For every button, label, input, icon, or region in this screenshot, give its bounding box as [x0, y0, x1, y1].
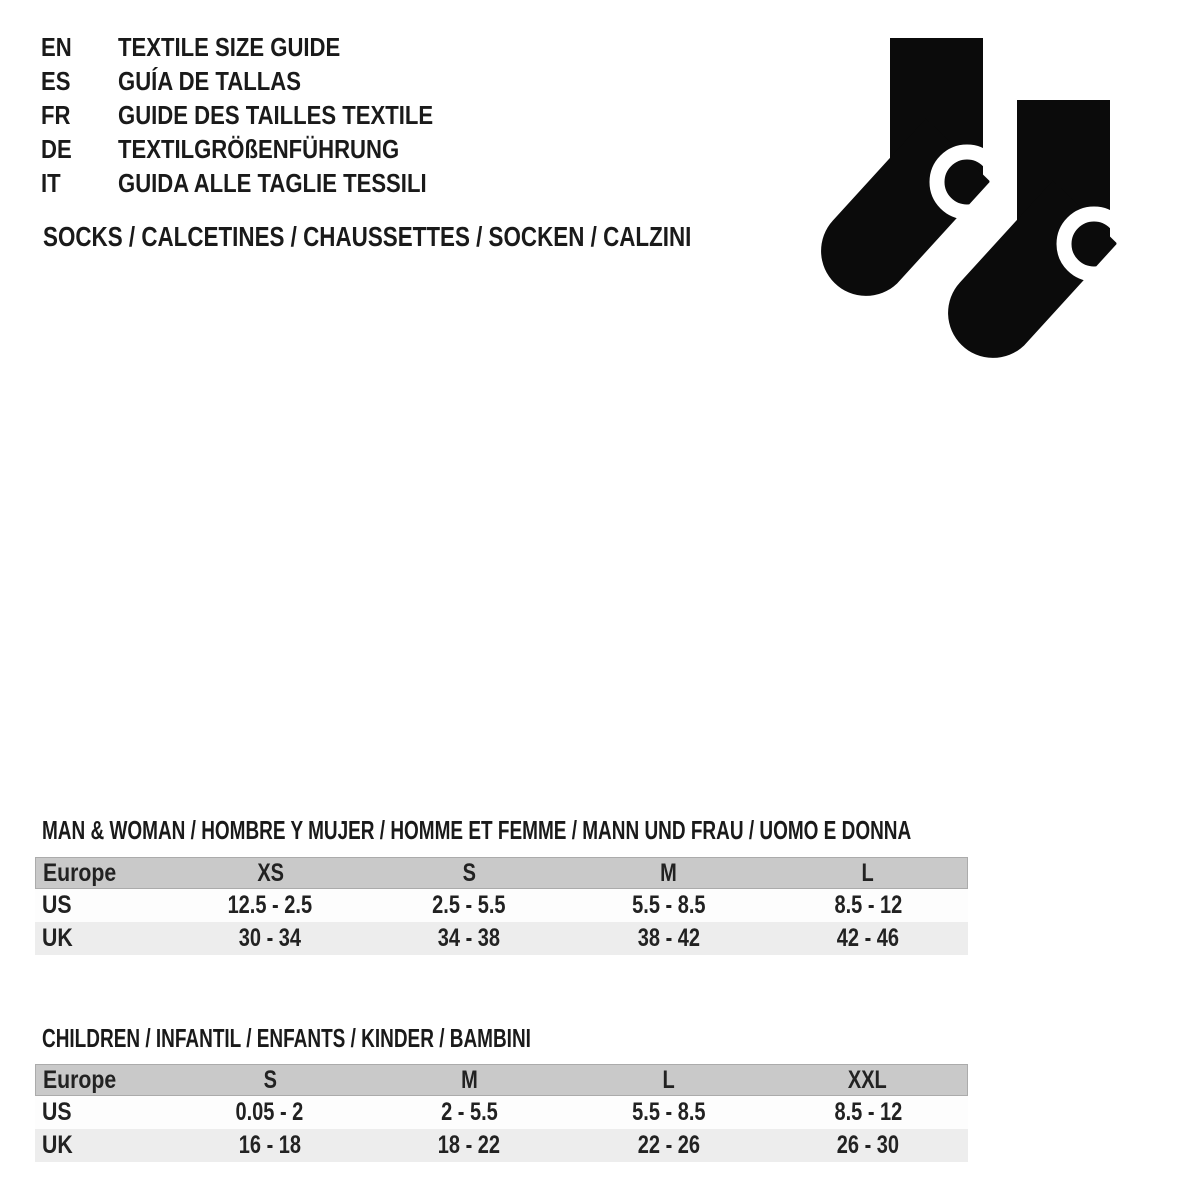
- header-size: XS: [256, 858, 284, 887]
- header-europe: Europe: [43, 858, 117, 887]
- size-range: 30 - 34: [238, 924, 301, 952]
- socks-icon: [800, 20, 1130, 370]
- region-label: UK: [42, 1131, 73, 1159]
- lang-title: TEXTILGRÖßENFÜHRUNG: [118, 134, 400, 164]
- lang-code: EN: [41, 32, 72, 62]
- size-table-man-woman: [35, 857, 968, 955]
- size-range: 42 - 46: [837, 924, 900, 952]
- table-title-children: CHILDREN / INFANTIL / ENFANTS / KINDER / BAMBINI: [42, 1023, 531, 1053]
- size-range: 0.05 - 2: [235, 1098, 304, 1126]
- size-range: 38 - 42: [637, 924, 700, 952]
- region-label: US: [42, 891, 72, 919]
- size-range: 26 - 30: [837, 1131, 900, 1159]
- size-range: 2 - 5.5: [440, 1098, 498, 1126]
- table-row: [35, 889, 968, 922]
- table-row: [35, 922, 968, 955]
- region-label: US: [42, 1098, 72, 1126]
- table-title-man-woman: MAN & WOMAN / HOMBRE Y MUJER / HOMME ET FEMME / MANN UND FRAU / UOMO E DONNA: [42, 815, 912, 845]
- header-size: L: [861, 858, 874, 887]
- size-range: 22 - 26: [637, 1131, 700, 1159]
- lang-code: ES: [41, 66, 71, 96]
- lang-row-es: [41, 64, 489, 98]
- size-range: 18 - 22: [438, 1131, 501, 1159]
- header-size: M: [460, 1065, 478, 1094]
- header-europe: Europe: [43, 1065, 117, 1094]
- table-row: [35, 1129, 968, 1162]
- size-range: 12.5 - 2.5: [227, 891, 312, 919]
- table-row: [35, 1096, 968, 1129]
- language-title-block: [41, 30, 489, 200]
- lang-title: GUIDE DES TAILLES TEXTILE: [118, 100, 434, 130]
- size-range: 8.5 - 12: [834, 891, 903, 919]
- table-header-row: [35, 1064, 968, 1096]
- lang-row-en: [41, 30, 489, 64]
- size-range: 5.5 - 8.5: [631, 891, 706, 919]
- size-table-children: [35, 1064, 968, 1162]
- size-range: 5.5 - 8.5: [631, 1098, 706, 1126]
- lang-code: FR: [41, 100, 71, 130]
- header-size: S: [462, 858, 476, 887]
- header-size: XXL: [847, 1065, 887, 1094]
- sock-left: [821, 38, 997, 296]
- region-label: UK: [42, 924, 73, 952]
- size-range: 8.5 - 12: [834, 1098, 903, 1126]
- lang-row-fr: [41, 98, 489, 132]
- lang-code: IT: [41, 168, 61, 198]
- header-size: S: [263, 1065, 277, 1094]
- lang-code: DE: [41, 134, 72, 164]
- lang-row-it: [41, 166, 489, 200]
- size-range: 2.5 - 5.5: [432, 891, 506, 919]
- lang-title: TEXTILE SIZE GUIDE: [118, 32, 341, 62]
- header-size: M: [659, 858, 677, 887]
- lang-title: GUIDA ALLE TAGLIE TESSILI: [118, 168, 427, 198]
- table-header-row: [35, 857, 968, 889]
- product-category-line: SOCKS / CALCETINES / CHAUSSETTES / SOCKEN / CALZINI: [43, 221, 692, 252]
- lang-row-de: [41, 132, 489, 166]
- header-size: L: [662, 1065, 675, 1094]
- lang-title: GUÍA DE TALLAS: [118, 66, 301, 96]
- size-range: 16 - 18: [238, 1131, 301, 1159]
- size-range: 34 - 38: [438, 924, 501, 952]
